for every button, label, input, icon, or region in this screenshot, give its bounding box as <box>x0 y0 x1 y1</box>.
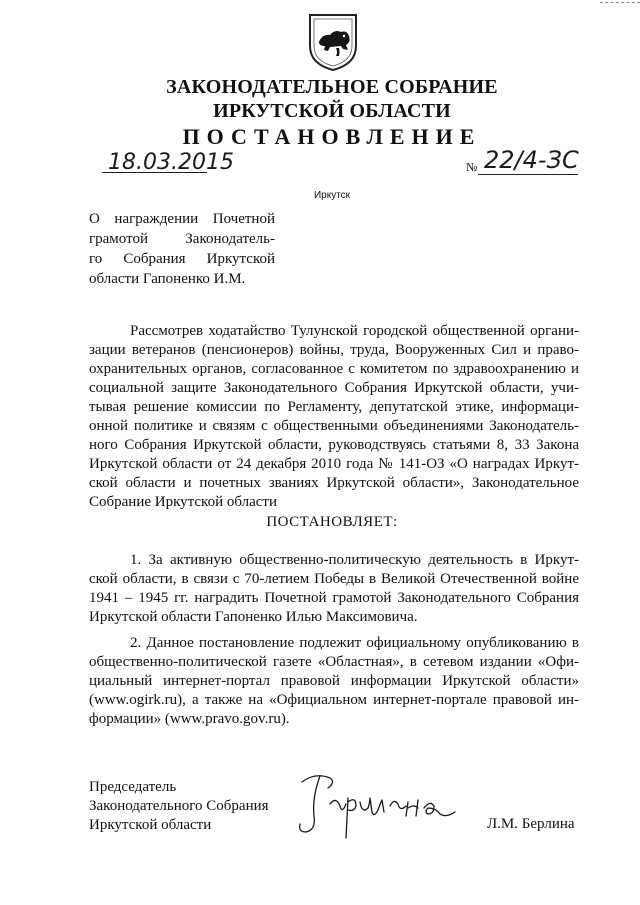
clause-line: 2. Данное постановление подлежит официальному опубликованию в <box>130 635 579 651</box>
clause-line: общественно-политической газете «Областная», в сетевом издании «Офи- <box>89 654 579 670</box>
preamble-line: тывая решение комиссии по Регламенту, депутатской этике, информаци- <box>89 399 579 415</box>
signatory-name: Л.М. Берлина <box>487 816 575 832</box>
document-type: ПОСТАНОВЛЕНИЕ <box>182 124 482 149</box>
preamble-line: Рассмотрев ходатайство Тулунской городской общественной органи- <box>130 323 579 339</box>
preamble-line: Иркутской области от 24 декабря 2010 года № 141-ОЗ «О наградах Иркут- <box>89 456 579 472</box>
handwritten-signature <box>290 768 465 843</box>
clause-line: Иркутской области Гапоненко Илью Максимовича. <box>89 609 418 625</box>
clause-line: 1. За активную общественно-политическую деятельность в Иркут- <box>130 552 579 568</box>
clause-line: формации» (www.pravo.gov.ru). <box>89 711 290 727</box>
clause-1 <box>89 551 579 627</box>
clause-line: (www.ogirk.ru), а также на «Официальном интернет-портале правовой ин- <box>89 692 579 708</box>
subject-line: го Собрания Иркутской <box>89 251 275 267</box>
preamble-line: онной политике и связям с общественными объединениями Законодатель- <box>89 418 579 434</box>
preamble-line: ного Собрания Иркутской области, руководствуясь статьями 8, 33 Закона <box>89 437 579 453</box>
document-subject <box>89 209 275 289</box>
signatory-title <box>89 778 269 835</box>
subject-line: О награждении Почетной <box>89 211 275 227</box>
signatory-title-line: Иркутской области <box>89 817 212 833</box>
preamble-line: социальной защите Законодательного Собрания Иркутской области, учи- <box>89 380 579 396</box>
preamble-line: зации ветеранов (пенсионеров) войны, труда, Вооруженных Сил и право- <box>89 342 579 358</box>
subject-line: грамотой Законодатель- <box>89 231 275 247</box>
preamble-paragraph <box>89 322 579 512</box>
city-name: Иркутск <box>313 190 351 201</box>
preamble-line: ской области и почетных званиях Иркутской области», Законодательное <box>89 475 579 491</box>
signatory-title-line: Законодательного Собрания <box>89 798 269 814</box>
org-name-line2: ИРКУТСКОЙ ОБЛАСТИ <box>213 100 451 122</box>
clause-line: циальный интернет-портал правовой информации Иркутской области» <box>89 673 579 689</box>
coat-of-arms-icon <box>306 12 360 72</box>
number-sign: № <box>466 160 478 174</box>
resolves-heading: ПОСТАНОВЛЯЕТ: <box>266 514 398 530</box>
clause-2 <box>89 634 579 729</box>
page-corner-mark <box>600 2 640 6</box>
number-underline <box>478 174 578 175</box>
signatory-title-line: Председатель <box>89 779 177 795</box>
date-underline <box>102 172 207 173</box>
clause-line: ской области, в связи с 70-летием Победы в Великой Отечественной войне <box>89 571 579 587</box>
subject-line: области Гапоненко И.М. <box>89 271 246 287</box>
preamble-line: Собрание Иркутской области <box>89 494 278 510</box>
document-date: 18.03.2015 <box>108 150 234 175</box>
preamble-line: охранительных органов, согласованное с комитетом по здравоохранению и <box>89 361 579 377</box>
clause-line: 1941 – 1945 гг. наградить Почетной грамотой Законодательного Собрания <box>89 590 579 606</box>
document-number: 22/4-ЗС <box>484 146 579 174</box>
org-name-line1: ЗАКОНОДАТЕЛЬНОЕ СОБРАНИЕ <box>166 76 498 98</box>
